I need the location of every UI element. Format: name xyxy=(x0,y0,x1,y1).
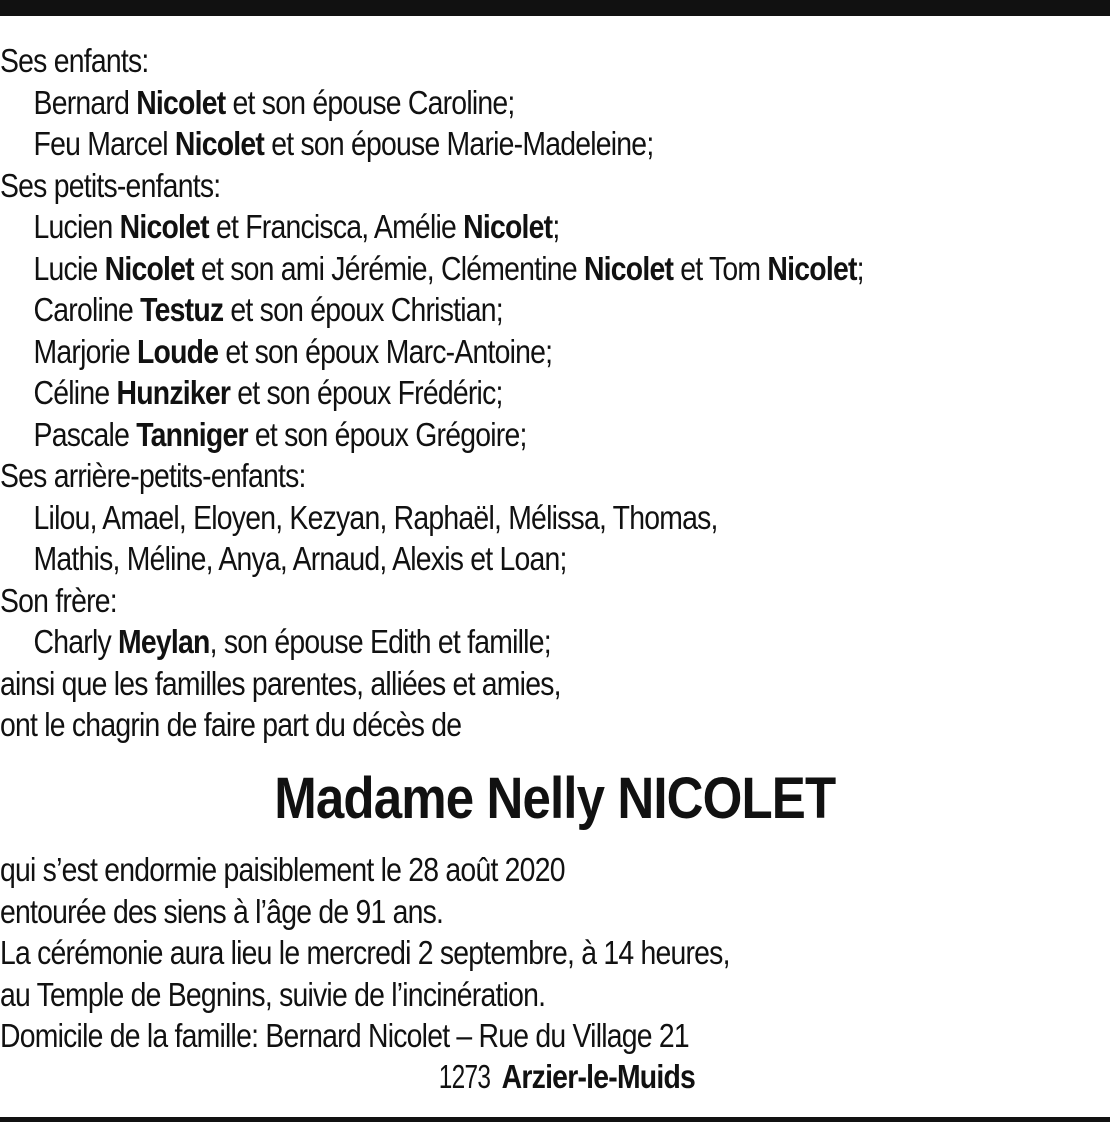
grandchild-line: Caroline Testuz et son époux Christian; xyxy=(33,291,503,328)
deceased-name: Madame Nelly NICOLET xyxy=(274,766,836,831)
top-rule xyxy=(0,0,1110,16)
grandchild-line: Pascale Tanniger et son époux Grégoire; xyxy=(33,415,527,453)
town: Arzier-le-Muids xyxy=(501,1058,695,1095)
brother-line: Charly Meylan, son épouse Edith et famille; xyxy=(33,623,551,660)
grandchildren-heading: Ses petits-enfants: xyxy=(0,166,221,204)
great-grandchildren-heading: Ses arrière-petits-enfants: xyxy=(0,457,306,494)
grandchild-line: Lucien Nicolet et Francisca, Amélie Nicolet; xyxy=(33,208,560,245)
closing-line: Domicile de la famille: Bernard Nicolet – Rue du Village 21 xyxy=(0,1017,689,1054)
family-address xyxy=(0,1056,1110,1098)
brother-surname: Meylan xyxy=(118,623,210,660)
announcement-line: ont le chagrin de faire part du décès de xyxy=(0,706,462,743)
child-line: Bernard Nicolet et son épouse Caroline; xyxy=(33,83,515,121)
grandchild-line: Marjorie Loude et son époux Marc-Antoine; xyxy=(33,332,553,370)
great-grandchildren-line: Mathis, Méline, Anya, Arnaud, Alexis et Loan; xyxy=(33,540,567,577)
grandchild-line: Lucie Nicolet et son ami Jérémie, Clémentine Nicolet et Tom Nicolet; xyxy=(33,249,864,287)
postcode: 1273 xyxy=(438,1058,490,1095)
child-line: Feu Marcel Nicolet et son épouse Marie-Madeleine; xyxy=(33,125,654,162)
closing-line: qui s’est endormie paisiblement le 28 août 2020 xyxy=(0,851,565,888)
brother-heading: Son frère: xyxy=(0,581,117,619)
child-surname: Nicolet xyxy=(174,125,265,162)
closing-line: au Temple de Begnins, suivie de l’incinération. xyxy=(0,975,546,1013)
family-list xyxy=(0,40,955,746)
bottom-rule xyxy=(0,1117,1110,1122)
child-surname: Nicolet xyxy=(136,83,226,121)
relatives-line: ainsi que les familles parentes, alliées et amies, xyxy=(0,664,561,702)
great-grandchildren-line: Lilou, Amael, Eloyen, Kezyan, Raphaël, Mélissa, Thomas, xyxy=(33,498,718,536)
ceremony-details xyxy=(0,849,955,1057)
closing-line: entourée des siens à l’âge de 91 ans. xyxy=(0,892,444,930)
closing-line: La cérémonie aura lieu le mercredi 2 septembre, à 14 heures, xyxy=(0,934,730,971)
children-heading: Ses enfants: xyxy=(0,42,149,79)
grandchild-line: Céline Hunziker et son époux Frédéric; xyxy=(33,374,503,411)
